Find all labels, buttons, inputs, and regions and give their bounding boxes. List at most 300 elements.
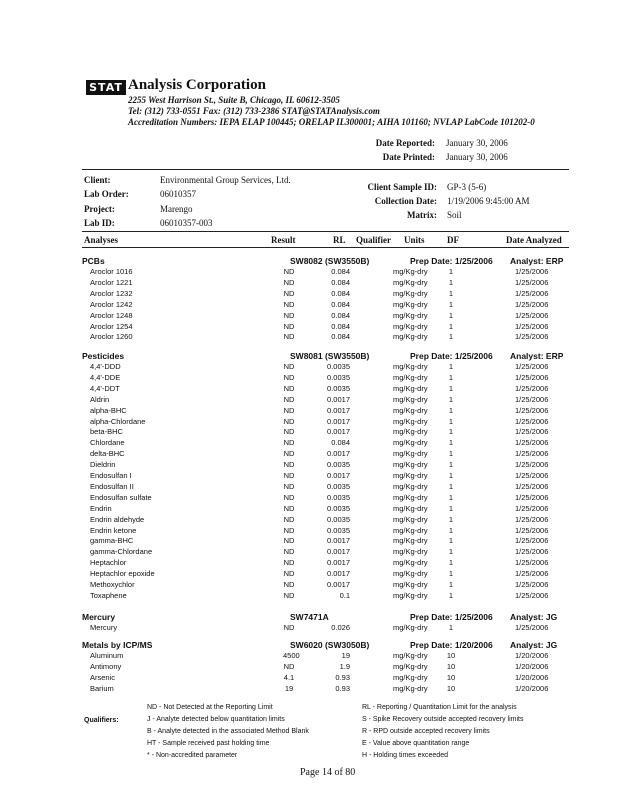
- units-value: mg/Kg-dry: [393, 536, 428, 546]
- analyte-name: 4,4'-DDD: [90, 362, 121, 371]
- dilution-factor: 1: [448, 460, 454, 470]
- reporting-limit: 0.084: [331, 438, 350, 448]
- date-analyzed-value: 1/25/2006: [515, 332, 549, 342]
- client-sample-id-label: Client Sample ID:: [367, 182, 437, 192]
- result-value: ND: [283, 590, 295, 600]
- result-value: ND: [283, 416, 295, 426]
- result-value: ND: [283, 569, 295, 579]
- analyte-name: Aldrin: [90, 394, 110, 404]
- result-value: ND: [283, 514, 295, 524]
- analyte-name: gamma-BHC: [90, 536, 134, 546]
- collection-date-label: Collection Date:: [374, 196, 437, 206]
- dilution-factor: 1: [448, 590, 454, 600]
- units-value: mg/Kg-dry: [393, 514, 428, 524]
- lab-id-value: 06010357-003: [160, 218, 213, 228]
- result-value: ND: [283, 492, 295, 502]
- dilution-factor: 1: [448, 277, 454, 287]
- dilution-factor: 1: [448, 449, 454, 459]
- section-header: [0, 612, 639, 623]
- dilution-factor: 10: [446, 661, 456, 671]
- qualifier-j: J - Analyte detected below quantitation limits: [147, 716, 285, 723]
- analyte-name: Endosulfan II: [90, 481, 134, 491]
- table-row: [0, 278, 639, 289]
- date-analyzed-value: 1/25/2006: [515, 514, 549, 524]
- table-row: [0, 662, 639, 673]
- result-value: ND: [283, 383, 295, 393]
- analyte-name: Dieldrin: [90, 460, 116, 470]
- divider-header: [82, 247, 569, 248]
- result-value: ND: [283, 277, 295, 287]
- qualifier-rl: RL - Reporting / Quantitation Limit for the analysis: [362, 704, 517, 711]
- analyte-name: alpha-BHC: [90, 405, 127, 415]
- date-analyzed-value: 1/25/2006: [515, 394, 549, 404]
- date-analyzed-value: 1/25/2006: [515, 310, 549, 320]
- dilution-factor: 1: [448, 394, 454, 404]
- dilution-factor: 1: [448, 416, 454, 426]
- col-rl: RL: [333, 235, 346, 245]
- result-value: ND: [283, 362, 295, 371]
- units-value: mg/Kg-dry: [393, 558, 428, 568]
- units-value: mg/Kg-dry: [393, 438, 428, 448]
- table-row: [0, 558, 639, 569]
- analyte-name: Aroclor 1242: [90, 299, 133, 309]
- qualifier-star: * - Non-accredited parameter: [147, 752, 238, 759]
- table-row: [0, 362, 639, 373]
- dilution-factor: 1: [448, 288, 454, 298]
- date-analyzed-value: 1/25/2006: [515, 438, 549, 448]
- table-row: [0, 311, 639, 322]
- table-row: [0, 547, 639, 558]
- date-analyzed-value: 1/20/2006: [515, 661, 549, 671]
- section-method: SW8081 (SW3550B): [290, 351, 370, 361]
- dilution-factor: 1: [448, 471, 454, 480]
- dilution-factor: 1: [448, 299, 454, 309]
- date-analyzed-value: 1/25/2006: [515, 492, 549, 502]
- analyte-name: Methoxychlor: [90, 580, 135, 589]
- table-row: [0, 504, 639, 515]
- date-analyzed-value: 1/25/2006: [515, 623, 549, 632]
- collection-date-value: 1/19/2006 9:45:00 AM: [447, 196, 530, 206]
- date-analyzed-value: 1/25/2006: [515, 277, 549, 287]
- reporting-limit: 0.0035: [327, 481, 350, 491]
- table-row: [0, 526, 639, 537]
- result-value: ND: [283, 481, 295, 491]
- date-analyzed-value: 1/25/2006: [515, 590, 549, 600]
- analyte-name: alpha-Chlordane: [90, 416, 146, 426]
- result-value: ND: [283, 547, 295, 557]
- dilution-factor: 1: [448, 405, 454, 415]
- reporting-limit: 0.0035: [327, 492, 350, 502]
- date-analyzed-value: 1/25/2006: [515, 449, 549, 459]
- result-value: ND: [283, 288, 295, 298]
- reporting-limit: 0.084: [331, 267, 350, 276]
- col-df: DF: [447, 235, 459, 245]
- dilution-factor: 1: [448, 558, 454, 568]
- result-value: ND: [283, 525, 295, 535]
- section-analyst: Analyst: JG: [510, 640, 558, 650]
- lab-order-label: Lab Order:: [84, 189, 129, 199]
- reporting-limit: 0.084: [331, 310, 350, 320]
- section-analyst: Analyst: ERP: [510, 256, 564, 266]
- date-analyzed-value: 1/25/2006: [515, 569, 549, 579]
- reporting-limit: 0.0017: [327, 547, 350, 557]
- reporting-limit: 1.9: [339, 661, 350, 671]
- units-value: mg/Kg-dry: [393, 471, 428, 480]
- table-row: [0, 267, 639, 278]
- result-value: 19: [284, 683, 294, 693]
- analyte-name: 4,4'-DDT: [90, 383, 120, 393]
- reporting-limit: 0.0035: [327, 525, 350, 535]
- dilution-factor: 1: [448, 362, 454, 371]
- qualifier-b: B - Analyte detected in the associated Method Blank: [147, 728, 309, 735]
- analyte-name: beta-BHC: [90, 427, 123, 437]
- section-header: [0, 640, 639, 651]
- result-value: ND: [283, 503, 295, 513]
- analyte-name: gamma-Chlordane: [90, 547, 153, 557]
- analyte-name: delta-BHC: [90, 449, 125, 459]
- date-analyzed-value: 1/25/2006: [515, 558, 549, 568]
- dilution-factor: 1: [448, 514, 454, 524]
- units-value: mg/Kg-dry: [393, 623, 428, 632]
- units-value: mg/Kg-dry: [393, 310, 428, 320]
- units-value: mg/Kg-dry: [393, 277, 428, 287]
- units-value: mg/Kg-dry: [393, 580, 428, 589]
- units-value: mg/Kg-dry: [393, 481, 428, 491]
- units-value: mg/Kg-dry: [393, 383, 428, 393]
- units-value: mg/Kg-dry: [393, 525, 428, 535]
- result-value: 4500: [283, 651, 300, 660]
- result-value: ND: [283, 580, 295, 589]
- date-analyzed-value: 1/25/2006: [515, 416, 549, 426]
- date-reported-value: January 30, 2006: [446, 138, 508, 148]
- reporting-limit: 0.0017: [327, 580, 350, 589]
- result-value: ND: [283, 427, 295, 437]
- date-analyzed-value: 1/25/2006: [515, 405, 549, 415]
- table-row: [0, 651, 639, 662]
- result-value: ND: [283, 405, 295, 415]
- analyte-name: Aroclor 1016: [90, 267, 133, 276]
- date-printed-value: January 30, 2006: [446, 152, 508, 162]
- lab-id-label: Lab ID:: [84, 218, 115, 228]
- date-analyzed-value: 1/20/2006: [515, 651, 549, 660]
- units-value: mg/Kg-dry: [393, 672, 428, 682]
- reporting-limit: 0.084: [331, 299, 350, 309]
- table-row: [0, 395, 639, 406]
- reporting-limit: 19: [341, 651, 350, 660]
- section-analyst: Analyst: ERP: [510, 351, 564, 361]
- units-value: mg/Kg-dry: [393, 661, 428, 671]
- table-row: [0, 427, 639, 438]
- analyte-name: Aluminum: [90, 651, 124, 660]
- client-sample-id-value: GP-3 (5-6): [447, 182, 487, 192]
- section-method: SW7471A: [290, 612, 329, 622]
- table-row: [0, 438, 639, 449]
- date-analyzed-value: 1/25/2006: [515, 460, 549, 470]
- lab-order-value: 06010357: [160, 189, 196, 199]
- reporting-limit: 0.0035: [327, 503, 350, 513]
- table-row: [0, 684, 639, 695]
- table-row: [0, 322, 639, 333]
- date-analyzed-value: 1/25/2006: [515, 525, 549, 535]
- reporting-limit: 0.084: [331, 321, 350, 331]
- result-value: ND: [283, 394, 295, 404]
- qualifier-s: S - Spike Recovery outside accepted recovery limits: [362, 716, 524, 723]
- section-prep-date: Prep Date: 1/25/2006: [410, 351, 493, 361]
- dilution-factor: 1: [448, 481, 454, 491]
- date-analyzed-value: 1/25/2006: [515, 536, 549, 546]
- result-value: ND: [283, 449, 295, 459]
- date-analyzed-value: 1/20/2006: [515, 683, 549, 693]
- accreditation-numbers: Accreditation Numbers: IEPA ELAP 100445; ORELAP IL300001; AIHA 101160; NVLAP LabCode 101202-0: [128, 117, 535, 127]
- units-value: mg/Kg-dry: [393, 651, 428, 660]
- table-row: [0, 515, 639, 526]
- table-row: [0, 482, 639, 493]
- table-row: [0, 493, 639, 504]
- reporting-limit: 0.0017: [327, 471, 350, 480]
- result-value: ND: [283, 310, 295, 320]
- col-analyses: Analyses: [84, 235, 119, 245]
- col-result: Result: [271, 235, 296, 245]
- matrix-value: Soil: [447, 210, 462, 220]
- reporting-limit: 0.93: [335, 683, 350, 693]
- analyte-name: Endrin ketone: [90, 525, 137, 535]
- table-row: [0, 536, 639, 547]
- section-prep-date: Prep Date: 1/25/2006: [410, 612, 493, 622]
- table-row: [0, 673, 639, 684]
- reporting-limit: 0.0017: [327, 536, 350, 546]
- section-header: [0, 256, 639, 267]
- section-analyst: Analyst: JG: [510, 612, 558, 622]
- col-units: Units: [404, 235, 425, 245]
- reporting-limit: 0.1: [339, 590, 350, 600]
- dilution-factor: 1: [448, 310, 454, 320]
- company-name: Analysis Corporation: [128, 77, 266, 93]
- qualifier-e: E - Value above quantitation range: [362, 740, 470, 747]
- analyte-name: Aroclor 1221: [90, 277, 133, 287]
- qualifier-h: H - Holding times exceeded: [362, 752, 448, 759]
- dilution-factor: 1: [448, 547, 454, 557]
- section-method: SW8082 (SW3550B): [290, 256, 370, 266]
- section-method: SW6020 (SW3050B): [290, 640, 370, 650]
- analyte-name: Aroclor 1248: [90, 310, 133, 320]
- table-row: [0, 569, 639, 580]
- page-number: Page 14 of 80: [300, 767, 356, 778]
- dilution-factor: 1: [448, 321, 454, 331]
- analyte-name: Mercury: [90, 623, 118, 632]
- result-value: ND: [283, 267, 295, 276]
- reporting-limit: 0.0035: [327, 362, 350, 371]
- date-analyzed-value: 1/25/2006: [515, 267, 549, 276]
- result-value: ND: [283, 438, 295, 448]
- analyte-name: Heptachlor: [90, 558, 127, 568]
- col-date-analyzed: Date Analyzed: [506, 235, 562, 245]
- result-value: ND: [283, 536, 295, 546]
- reporting-limit: 0.0035: [327, 372, 350, 382]
- reporting-limit: 0.084: [331, 332, 350, 342]
- units-value: mg/Kg-dry: [393, 460, 428, 470]
- units-value: mg/Kg-dry: [393, 683, 428, 693]
- client-label: Client:: [84, 175, 111, 185]
- matrix-label: Matrix:: [407, 210, 437, 220]
- dilution-factor: 1: [448, 427, 454, 437]
- result-value: ND: [283, 471, 295, 480]
- dilution-factor: 1: [448, 536, 454, 546]
- units-value: mg/Kg-dry: [393, 427, 428, 437]
- dilution-factor: 1: [448, 267, 454, 276]
- units-value: mg/Kg-dry: [393, 394, 428, 404]
- reporting-limit: 0.93: [335, 672, 350, 682]
- dilution-factor: 1: [448, 623, 454, 632]
- reporting-limit: 0.0017: [327, 449, 350, 459]
- table-row: [0, 289, 639, 300]
- analyte-name: Chlordane: [90, 438, 125, 448]
- units-value: mg/Kg-dry: [393, 267, 428, 276]
- analyte-name: Aroclor 1260: [90, 332, 133, 342]
- dilution-factor: 1: [448, 372, 454, 382]
- analyte-name: Toxaphene: [90, 590, 127, 600]
- reporting-limit: 0.0017: [327, 569, 350, 579]
- col-qualifier: Qualifier: [356, 235, 391, 245]
- analyte-name: Heptachlor epoxide: [90, 569, 155, 579]
- date-analyzed-value: 1/25/2006: [515, 481, 549, 491]
- table-row: [0, 384, 639, 395]
- company-contact: Tel: (312) 733-0551 Fax: (312) 733-2386 STAT@STATAnalysis.com: [128, 106, 380, 116]
- date-analyzed-value: 1/25/2006: [515, 503, 549, 513]
- reporting-limit: 0.0035: [327, 514, 350, 524]
- dilution-factor: 1: [448, 383, 454, 393]
- units-value: mg/Kg-dry: [393, 362, 428, 371]
- table-row: [0, 406, 639, 417]
- analyte-name: 4,4'-DDE: [90, 372, 121, 382]
- analyte-name: Aroclor 1254: [90, 321, 133, 331]
- units-value: mg/Kg-dry: [393, 405, 428, 415]
- analyte-name: Endrin aldehyde: [90, 514, 145, 524]
- units-value: mg/Kg-dry: [393, 590, 428, 600]
- section-header: [0, 351, 639, 362]
- result-value: ND: [283, 661, 295, 671]
- dilution-factor: 10: [446, 672, 456, 682]
- table-row: [0, 449, 639, 460]
- section-name: Mercury: [82, 612, 116, 622]
- table-row: [0, 591, 639, 602]
- units-value: mg/Kg-dry: [393, 321, 428, 331]
- date-analyzed-value: 1/25/2006: [515, 383, 549, 393]
- qualifier-r: R - RPD outside accepted recovery limits: [362, 728, 490, 735]
- qualifiers-label: Qualifiers:: [84, 717, 119, 724]
- units-value: mg/Kg-dry: [393, 492, 428, 502]
- reporting-limit: 0.0017: [327, 416, 350, 426]
- reporting-limit: 0.0017: [327, 405, 350, 415]
- analyte-name: Endosulfan sulfate: [90, 492, 152, 502]
- units-value: mg/Kg-dry: [393, 416, 428, 426]
- result-value: ND: [283, 299, 295, 309]
- reporting-limit: 0.084: [331, 288, 350, 298]
- dilution-factor: 1: [448, 580, 454, 589]
- dilution-factor: 1: [448, 492, 454, 502]
- result-value: ND: [283, 558, 295, 568]
- result-value: 4.1: [283, 672, 295, 682]
- company-logo: STAT: [86, 80, 126, 95]
- units-value: mg/Kg-dry: [393, 449, 428, 459]
- divider-top: [82, 169, 569, 170]
- date-analyzed-value: 1/25/2006: [515, 372, 549, 382]
- analyte-name: Endrin: [90, 503, 112, 513]
- section-prep-date: Prep Date: 1/20/2006: [410, 640, 493, 650]
- qualifier-ht: HT - Sample received past holding time: [147, 740, 270, 747]
- reporting-limit: 0.0017: [327, 394, 350, 404]
- result-value: ND: [283, 623, 295, 632]
- analyte-name: Aroclor 1232: [90, 288, 133, 298]
- result-value: ND: [283, 460, 295, 470]
- units-value: mg/Kg-dry: [393, 288, 428, 298]
- dilution-factor: 1: [448, 525, 454, 535]
- table-row: [0, 580, 639, 591]
- table-row: [0, 300, 639, 311]
- qualifier-nd: ND - Not Detected at the Reporting Limit: [147, 704, 273, 711]
- dilution-factor: 10: [446, 651, 456, 660]
- company-address: 2255 West Harrison St., Suite B, Chicago, IL 60612-3505: [128, 95, 340, 105]
- reporting-limit: 0.0017: [327, 427, 350, 437]
- reporting-limit: 0.0035: [327, 383, 350, 393]
- analyte-name: Barium: [90, 683, 114, 693]
- reporting-limit: 0.0017: [327, 558, 350, 568]
- date-analyzed-value: 1/25/2006: [515, 471, 549, 480]
- analyte-name: Endosulfan I: [90, 471, 132, 480]
- units-value: mg/Kg-dry: [393, 299, 428, 309]
- project-value: Marengo: [160, 204, 193, 214]
- table-row: [0, 373, 639, 384]
- divider-columns: [82, 231, 569, 232]
- result-value: ND: [283, 332, 295, 342]
- date-reported-label: Date Reported:: [375, 138, 435, 148]
- dilution-factor: 1: [448, 332, 454, 342]
- section-name: PCBs: [82, 256, 105, 266]
- section-name: Metals by ICP/MS: [82, 640, 153, 650]
- table-row: [0, 623, 639, 634]
- analyte-name: Antimony: [90, 661, 122, 671]
- table-row: [0, 460, 639, 471]
- dilution-factor: 1: [448, 503, 454, 513]
- dilution-factor: 10: [446, 683, 456, 693]
- table-row: [0, 417, 639, 428]
- project-label: Project:: [84, 204, 115, 214]
- date-analyzed-value: 1/20/2006: [515, 672, 549, 682]
- table-row: [0, 471, 639, 482]
- date-printed-label: Date Printed:: [382, 152, 435, 162]
- date-analyzed-value: 1/25/2006: [515, 299, 549, 309]
- dilution-factor: 1: [448, 569, 454, 579]
- section-name: Pesticides: [82, 351, 125, 361]
- units-value: mg/Kg-dry: [393, 332, 428, 342]
- reporting-limit: 0.026: [331, 623, 350, 632]
- date-analyzed-value: 1/25/2006: [515, 288, 549, 298]
- reporting-limit: 0.0035: [327, 460, 350, 470]
- units-value: mg/Kg-dry: [393, 372, 428, 382]
- date-analyzed-value: 1/25/2006: [515, 427, 549, 437]
- date-analyzed-value: 1/25/2006: [515, 362, 549, 371]
- section-prep-date: Prep Date: 1/25/2006: [410, 256, 493, 266]
- analyte-name: Arsenic: [90, 672, 116, 682]
- reporting-limit: 0.084: [331, 277, 350, 287]
- date-analyzed-value: 1/25/2006: [515, 321, 549, 331]
- table-row: [0, 332, 639, 343]
- client-value: Environmental Group Services, Ltd.: [160, 175, 291, 185]
- date-analyzed-value: 1/25/2006: [515, 547, 549, 557]
- units-value: mg/Kg-dry: [393, 569, 428, 579]
- units-value: mg/Kg-dry: [393, 503, 428, 513]
- dilution-factor: 1: [448, 438, 454, 448]
- units-value: mg/Kg-dry: [393, 547, 428, 557]
